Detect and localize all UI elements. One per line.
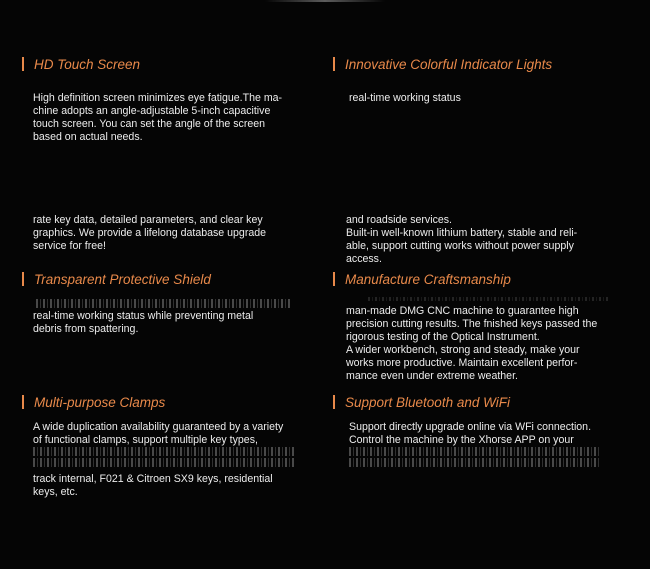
text-bluetooth-wifi: Support directly upgrade online via WFi connection. Control the machine by the Xhorse APP on your xyxy=(349,421,592,446)
text-clamps-bottom: track internal, F021 & Citroen SX9 keys, residential keys, etc. xyxy=(33,473,273,498)
text-protective-shield: real-time working status while preventing metal debris from spattering. xyxy=(33,310,254,335)
heading-protective-shield: Transparent Protective Shield xyxy=(22,272,211,288)
heading-craftsmanship: Manufacture Craftsmanship xyxy=(333,272,511,288)
heading-bluetooth-wifi: Support Bluetooth and WiFi xyxy=(333,395,510,411)
text-indicator-lights: real-time working status xyxy=(349,92,461,104)
heading-hd-touch-screen: HD Touch Screen xyxy=(22,57,140,73)
text-battery: and roadside services. Built-in well-known lithium battery, stable and reli- able, support cutting works without power supply access. xyxy=(346,214,578,265)
garbled-text-line xyxy=(33,458,295,467)
heading-indicator-lights: Innovative Colorful Indicator Lights xyxy=(333,57,552,73)
garbled-text-line xyxy=(36,299,292,308)
heading-bar xyxy=(22,57,24,71)
heading-bar xyxy=(22,272,24,286)
heading-clamps: Multi-purpose Clamps xyxy=(22,395,165,411)
garbled-text-line xyxy=(33,447,295,456)
garbled-text-line xyxy=(368,297,608,301)
text-craftsmanship: man-made DMG CNC machine to guarantee high precision cutting results. The fnished keys passed the rigorous testing of the Optical Instrument. A wider workbench, strong and steady, make your works more productive. Maintain excellent perfor- mance even under extreme weather. xyxy=(346,305,598,382)
heading-bar xyxy=(333,395,335,409)
heading-bar xyxy=(333,57,335,71)
garbled-text-line xyxy=(349,458,599,467)
text-clamps-top: A wide duplication availability guaranteed by a variety of functional clamps, support multiple key types, xyxy=(33,421,284,446)
garbled-text-line xyxy=(349,447,599,456)
top-highlight-line xyxy=(265,0,385,2)
heading-bar xyxy=(333,272,335,286)
text-hd-touch-screen: High definition screen minimizes eye fatigue.The ma- chine adopts an angle-adjustable 5-inch capacitive touch screen. You can set the angle of the screen based on actual needs. xyxy=(33,92,283,143)
text-database-upgrade: rate key data, detailed parameters, and clear key graphics. We provide a lifelong database upgrade service for free! xyxy=(33,214,267,252)
heading-bar xyxy=(22,395,24,409)
